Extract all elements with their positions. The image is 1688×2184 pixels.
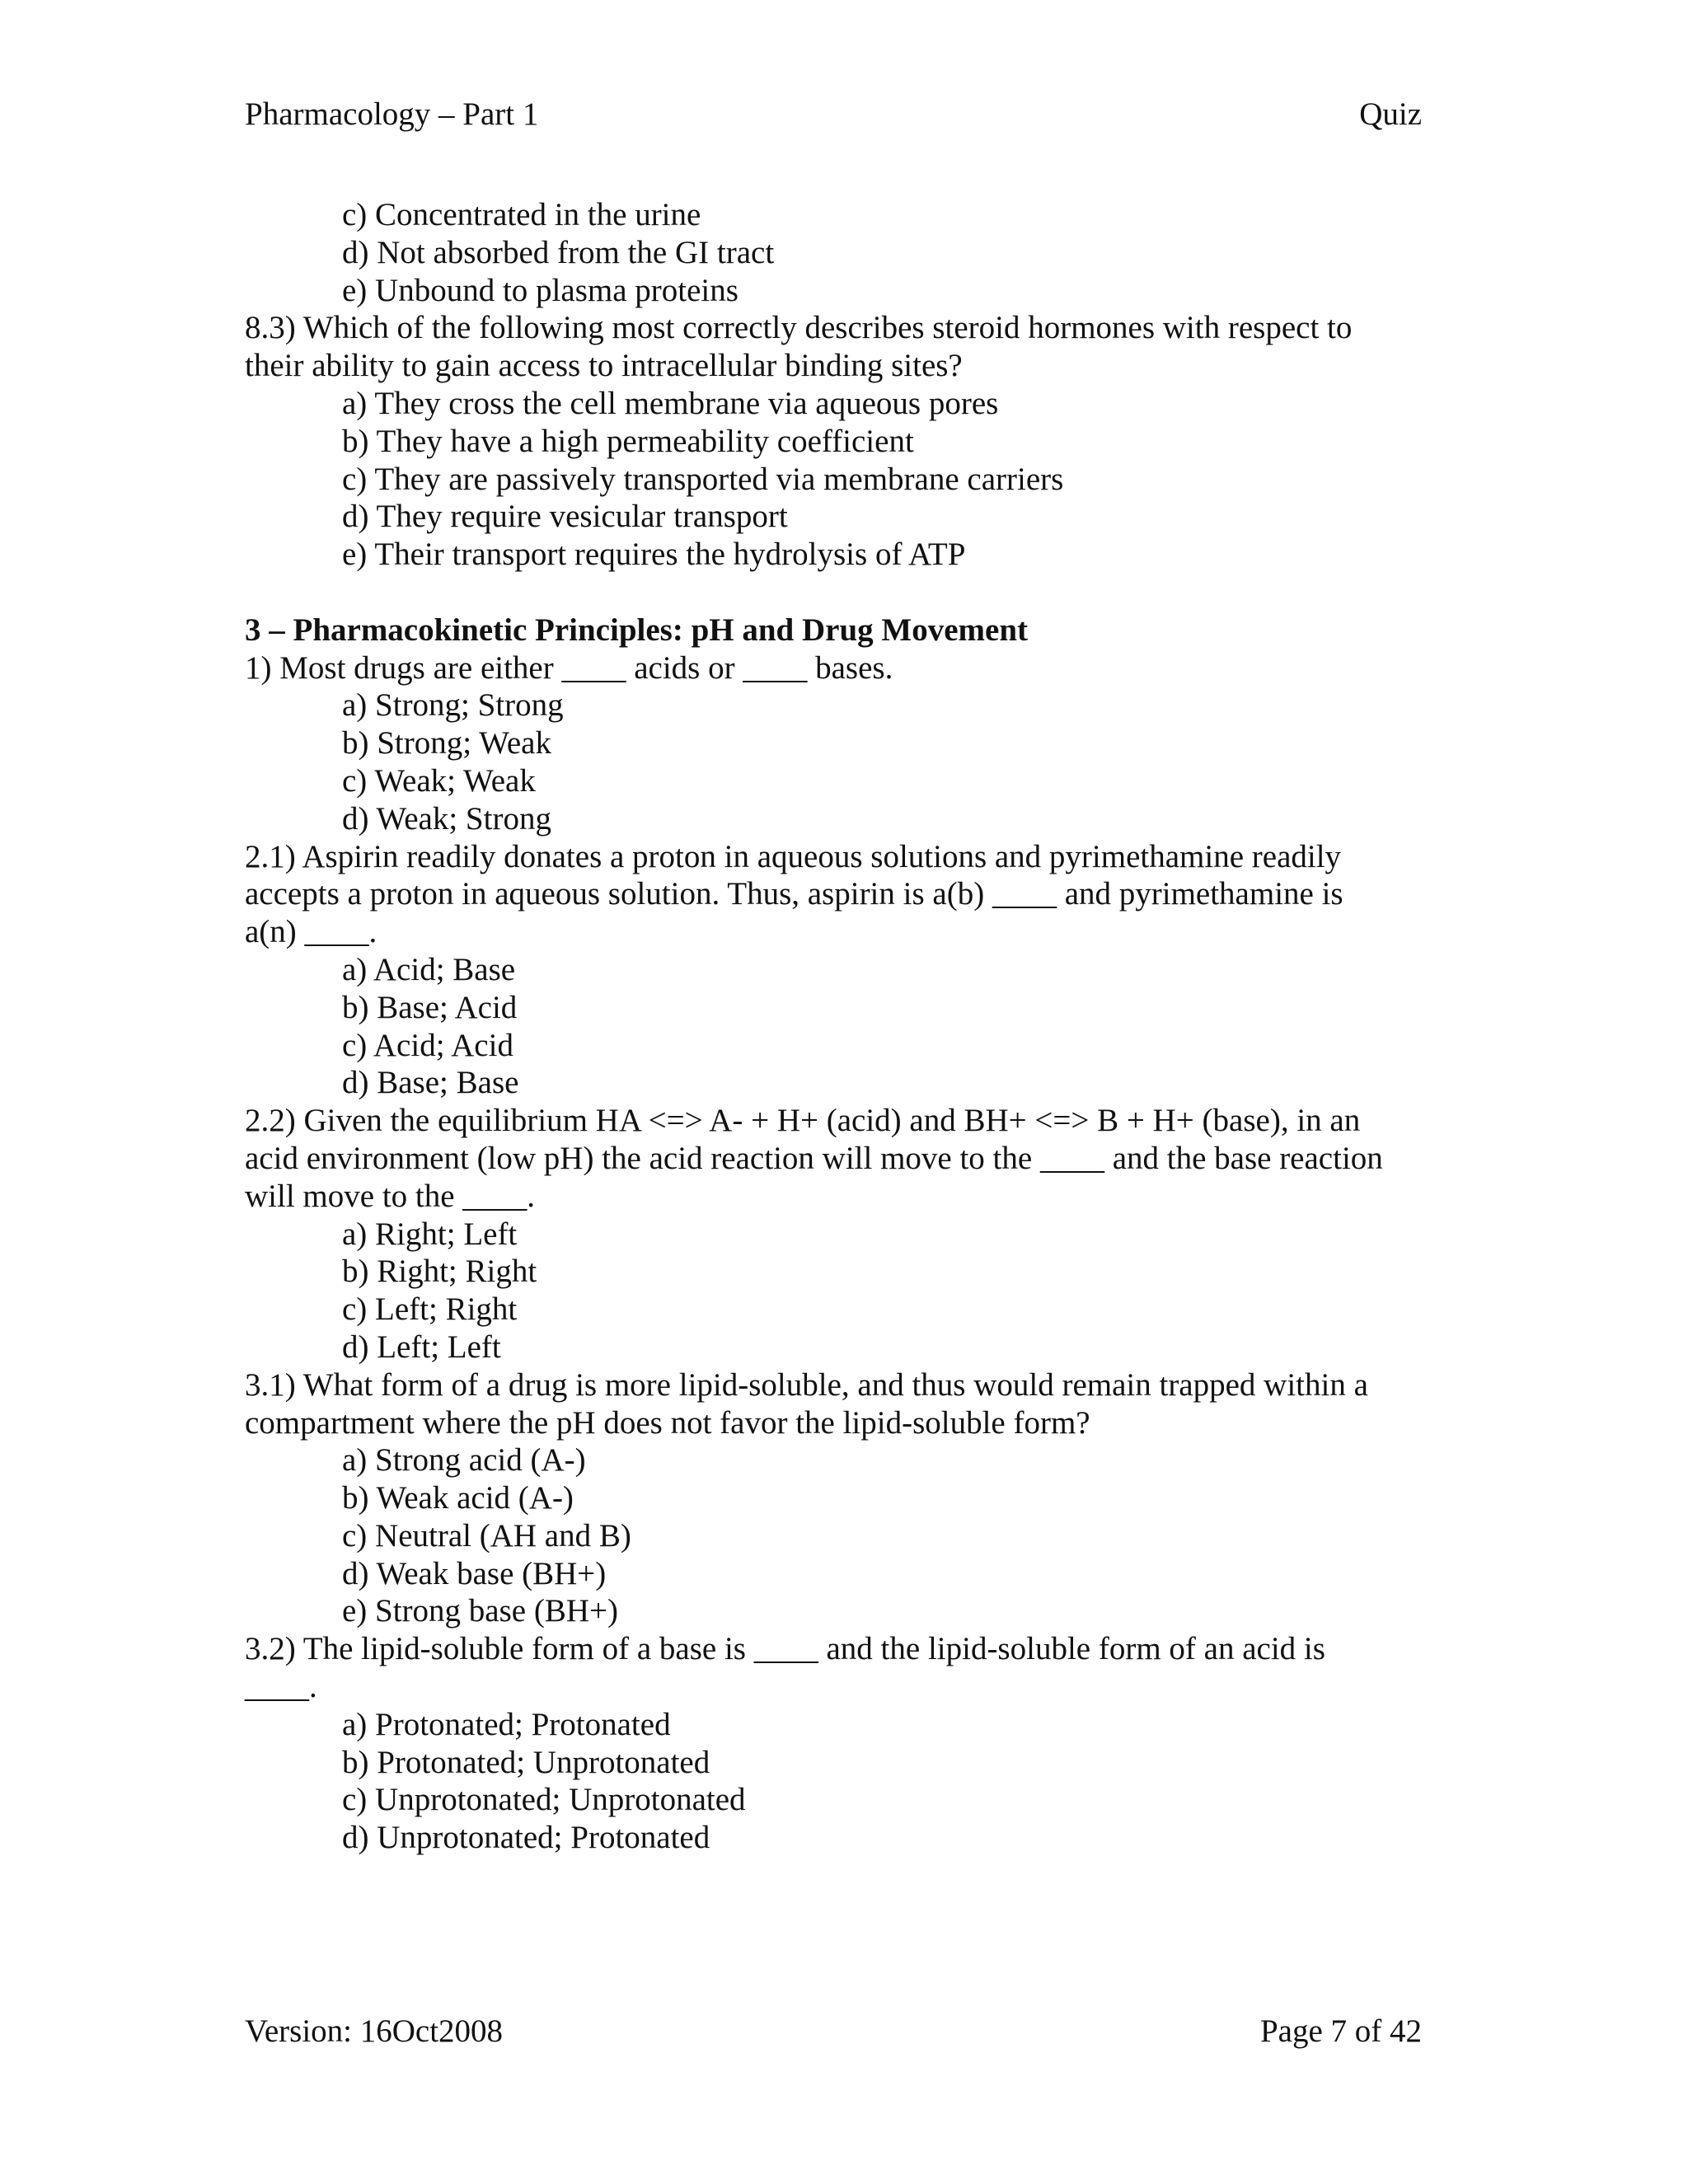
answer-option: d) Not absorbed from the GI tract (342, 234, 775, 270)
question-3-1 (245, 1366, 1432, 1631)
answer-option: c) Unprotonated; Unprotonated (342, 1782, 746, 1818)
section-heading: 3 – Pharmacokinetic Principles: pH and Drug Movement (245, 612, 1028, 648)
question-3-2 (245, 1630, 1432, 1857)
question-text: a(n) ____. (245, 914, 377, 950)
answer-option: b) Weak acid (A-) (342, 1480, 574, 1516)
question-2-1 (245, 838, 1432, 1103)
answer-option: d) They require vesicular transport (342, 499, 788, 535)
answer-option: b) Strong; Weak (342, 725, 551, 762)
answer-option: b) Protonated; Unprotonated (342, 1744, 710, 1780)
question-text: 3.2) The lipid-soluble form of a base is ____ and the lipid-soluble form of an acid is (245, 1631, 1325, 1667)
question-text: will move to the ____. (245, 1178, 536, 1214)
answer-option: d) Left; Left (342, 1329, 501, 1365)
question-text: compartment where the pH does not favor the lipid-soluble form? (245, 1404, 1090, 1441)
footer-page-number: Page 7 of 42 (1259, 2013, 1422, 2049)
answer-option: c) Neutral (AH and B) (342, 1517, 631, 1554)
answer-option: c) Weak; Weak (342, 762, 536, 799)
question-text: acid environment (low pH) the acid reaction will move to the ____ and the base reaction (245, 1140, 1383, 1176)
question-8-3 (245, 309, 1432, 574)
question-text: 2.2) Given the equilibrium HA <=> A- + H+ (acid) and BH+ <=> B + H+ (base), in an (245, 1103, 1361, 1139)
question-2-2 (245, 1102, 1432, 1366)
carryover-options (245, 196, 1432, 309)
spacer (245, 574, 1432, 612)
answer-option: a) They cross the cell membrane via aqueous pores (342, 385, 999, 421)
answer-option: a) Protonated; Protonated (342, 1706, 671, 1742)
answer-option: c) Acid; Acid (342, 1027, 513, 1063)
page-footer (245, 2013, 1422, 2055)
answer-option: b) Base; Acid (342, 989, 518, 1025)
answer-option: d) Weak base (BH+) (342, 1555, 607, 1591)
question-text: accepts a proton in aqueous solution. Thus, aspirin is a(b) ____ and pyrimethamine is (245, 876, 1343, 912)
answer-option: c) Concentrated in the urine (342, 197, 701, 232)
answer-option: a) Acid; Base (342, 951, 516, 987)
answer-option: d) Base; Base (342, 1065, 519, 1101)
header-doc-type: Quiz (1359, 96, 1422, 132)
question-text: 1) Most drugs are either ____ acids or ____ bases. (245, 649, 893, 686)
footer-version: Version: 16Oct2008 (245, 2013, 504, 2049)
question-text: ____. (245, 1669, 317, 1705)
answer-option: a) Strong; Strong (342, 687, 564, 724)
question-1 (245, 649, 1432, 838)
answer-option: e) Their transport requires the hydrolysis of ATP (342, 537, 966, 573)
answer-option: d) Unprotonated; Protonated (342, 1820, 710, 1856)
answer-option: b) They have a high permeability coefficient (342, 423, 914, 459)
answer-option: c) Left; Right (342, 1291, 518, 1328)
answer-option: d) Weak; Strong (342, 800, 551, 837)
answer-option: a) Strong acid (A-) (342, 1442, 586, 1479)
answer-option: e) Strong base (BH+) (342, 1593, 619, 1629)
question-text: 2.1) Aspirin readily donates a proton in aqueous solutions and pyrimethamine readily (245, 838, 1342, 874)
page-content (245, 196, 1432, 1857)
answer-option: b) Right; Right (342, 1254, 537, 1290)
answer-option: c) They are passively transported via membrane carriers (342, 461, 1064, 497)
page-header (245, 96, 1422, 138)
question-text: 3.1) What form of a drug is more lipid-soluble, and thus would remain trapped within a (245, 1366, 1368, 1403)
header-course-title: Pharmacology – Part 1 (245, 96, 539, 132)
question-text: their ability to gain access to intracellular binding sites? (245, 348, 963, 384)
answer-option: e) Unbound to plasma proteins (342, 272, 738, 308)
answer-option: a) Right; Left (342, 1216, 518, 1252)
question-text: 8.3) Which of the following most correctly describes steroid hormones with respect to (245, 310, 1353, 346)
